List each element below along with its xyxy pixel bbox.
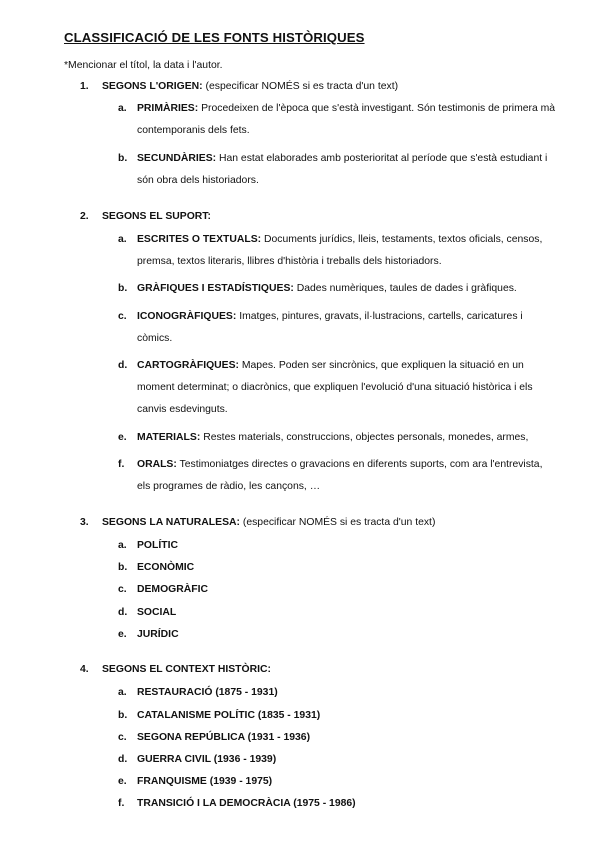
section-4-heading	[80, 664, 271, 675]
list-item	[118, 624, 558, 646]
item-label: SEGONA REPÚBLICA (1931 - 1936)	[137, 732, 311, 743]
item-text: Procedeixen de l'època que s'està investigant. Són testimonis de primera mà contemporanis dels fets.	[137, 103, 556, 137]
list-item	[118, 793, 558, 815]
item-text: Restes materials, construccions, objectes personals, monedes, armes,	[203, 432, 529, 443]
item-label: GUERRA CIVIL (1936 - 1939)	[137, 754, 277, 765]
item-text: Dades numèriques, taules de dades i gràfiques.	[296, 283, 517, 294]
item-letter: f.	[118, 798, 125, 809]
list-item	[118, 602, 558, 624]
list-item	[118, 98, 558, 142]
item-letter: d.	[118, 754, 128, 765]
item-label: ORALS:	[137, 459, 177, 470]
item-label: SECUNDÀRIES:	[137, 153, 217, 164]
item-letter: e.	[118, 776, 127, 787]
list-item	[118, 278, 558, 300]
section-number: 4.	[80, 664, 89, 675]
item-letter: c.	[118, 584, 127, 595]
item-letter: b.	[118, 562, 128, 573]
list-item	[118, 306, 558, 350]
item-letter: d.	[118, 360, 128, 371]
section-number: 1.	[80, 81, 89, 92]
list-item	[118, 579, 558, 601]
list-item	[118, 535, 558, 557]
list-item	[118, 771, 558, 793]
item-letter: a.	[118, 103, 127, 114]
item-label: PRIMÀRIES:	[137, 103, 199, 114]
item-letter: d.	[118, 607, 128, 618]
item-letter: a.	[118, 540, 127, 551]
item-letter: b.	[118, 283, 128, 294]
section-title: SEGONS EL SUPORT:	[102, 211, 211, 222]
item-label: JURÍDIC	[137, 629, 179, 640]
section-title: SEGONS L'ORIGEN:	[102, 81, 203, 92]
section-note: (especificar NOMÉS si es tracta d'un text)	[242, 517, 436, 528]
item-letter: f.	[118, 459, 125, 470]
section-title: SEGONS EL CONTEXT HISTÒRIC:	[102, 664, 271, 675]
item-label: ICONOGRÀFIQUES:	[137, 311, 237, 322]
item-label: ECONÒMIC	[137, 562, 195, 573]
item-label: TRANSICIÓ I LA DEMOCRÀCIA (1975 - 1986)	[137, 798, 356, 809]
item-label: CARTOGRÀFIQUES:	[137, 360, 239, 371]
item-label: ESCRITES O TEXTUALS:	[137, 234, 262, 245]
item-letter: b.	[118, 710, 128, 721]
page-title: CLASSIFICACIÓ DE LES FONTS HISTÒRIQUES	[64, 30, 365, 45]
item-text: Han estat elaborades amb posterioritat al període que s'està estudiant i són obra dels historiadors.	[137, 153, 548, 187]
intro-note: *Mencionar el títol, la data i l'autor.	[64, 60, 223, 71]
section-3-heading	[80, 517, 435, 528]
item-label: POLÍTIC	[137, 540, 178, 551]
section-title: SEGONS LA NATURALESA:	[102, 517, 240, 528]
section-number: 3.	[80, 517, 89, 528]
item-letter: a.	[118, 687, 127, 698]
list-item	[118, 355, 558, 422]
item-letter: b.	[118, 153, 128, 164]
list-item	[118, 557, 558, 579]
list-item	[118, 749, 558, 771]
item-label: FRANQUISME (1939 - 1975)	[137, 776, 273, 787]
item-label: SOCIAL	[137, 607, 177, 618]
list-item	[118, 229, 558, 273]
section-1-heading	[80, 81, 398, 92]
item-label: RESTAURACIÓ (1875 - 1931)	[137, 687, 278, 698]
section-note: (especificar NOMÉS si es tracta d'un text)	[205, 81, 399, 92]
list-item	[118, 427, 558, 449]
item-text: Testimoniatges directes o gravacions en diferents suports, com ara l'entrevista, els programes de ràdio, les cançons, …	[137, 459, 543, 493]
item-letter: c.	[118, 732, 127, 743]
section-2-heading	[80, 211, 211, 222]
list-item	[118, 682, 558, 704]
list-item	[118, 705, 558, 727]
section-number: 2.	[80, 211, 89, 222]
item-text: Imatges, pintures, gravats, il·lustracions, cartells, caricatures i còmics.	[137, 311, 523, 345]
list-item	[118, 148, 558, 192]
item-text: Documents jurídics, lleis, testaments, textos oficials, censos, premsa, textos literaris, llibres d'història i treballs dels historiadors.	[137, 234, 543, 268]
item-letter: a.	[118, 234, 127, 245]
list-item	[118, 454, 558, 498]
item-label: GRÀFIQUES I ESTADÍSTIQUES:	[137, 283, 294, 294]
item-letter: e.	[118, 432, 127, 443]
item-label: DEMOGRÀFIC	[137, 584, 208, 595]
item-letter: c.	[118, 311, 127, 322]
item-label: CATALANISME POLÍTIC (1835 - 1931)	[137, 710, 321, 721]
item-letter: e.	[118, 629, 127, 640]
list-item	[118, 727, 558, 749]
item-label: MATERIALS:	[137, 432, 201, 443]
item-text: Mapes. Poden ser sincrònics, que expliquen la situació en un moment determinat; o diacrònics, que expliquen l'evolució d'una situació històrica i els canvis esdevinguts.	[137, 360, 533, 416]
